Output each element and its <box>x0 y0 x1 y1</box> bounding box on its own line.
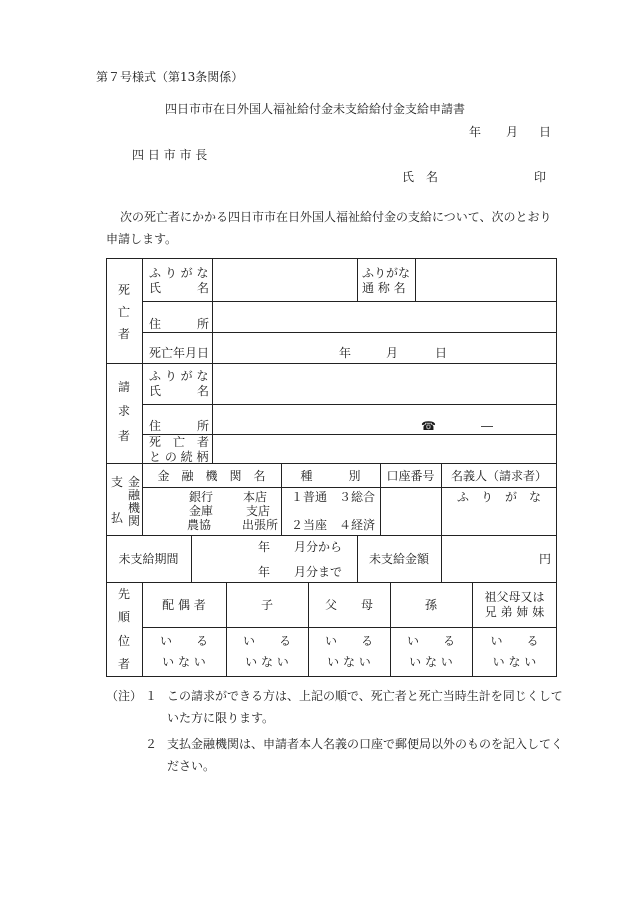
account-type-row1[interactable]: １普通 ３総合 <box>291 490 376 504</box>
institution-label-3: 機 <box>127 501 140 515</box>
holder-furigana-label: ふ り が な <box>456 490 541 504</box>
note-2-text: 支払金融機関は、申請者本人名義の口座で郵便局以外のものを記入してください。 <box>167 737 564 773</box>
spouse-no[interactable]: い な い <box>162 655 206 669</box>
branch-kind-office: 出張所 <box>242 518 279 532</box>
deceased-alias-field[interactable] <box>416 259 556 301</box>
deceased-address-label: 住 所 <box>149 317 210 331</box>
deceased-label-1: 死 <box>117 283 130 297</box>
institution-label-1: 金 <box>127 475 140 489</box>
amount-unit: 円 <box>539 552 552 566</box>
institution-label-2: 融 <box>127 488 140 502</box>
account-number-field[interactable] <box>381 488 441 535</box>
col-header-holder: 名義人（請求者） <box>450 469 547 483</box>
signer-name-label: 氏 名 <box>402 170 439 184</box>
date-day: 日 <box>539 125 552 139</box>
parents-yes[interactable]: い る <box>324 634 373 648</box>
claimant-address-field[interactable] <box>213 405 556 434</box>
grandparents-yes[interactable]: い る <box>490 634 539 648</box>
relation-grandchild: 孫 <box>424 598 437 612</box>
deceased-alias-label: ふりがな 通 称 名 <box>362 266 411 295</box>
deceased-name-field[interactable] <box>213 259 357 301</box>
death-date-label: 死亡年月日 <box>149 346 210 360</box>
institution-field[interactable] <box>142 488 281 535</box>
priority-label-3: 位 <box>117 634 130 648</box>
note-2-number: ２ <box>145 737 158 751</box>
inst-kind-shinkin: 金庫 <box>189 504 214 518</box>
claimant-label-1: 請 <box>117 380 130 394</box>
institution-label-4: 関 <box>127 514 140 528</box>
page-title: 四日市市在日外国人福祉給付金未支給給付金支給申請書 <box>164 102 465 116</box>
spouse-yes[interactable]: い る <box>159 634 208 648</box>
child-yes[interactable]: い る <box>242 634 291 648</box>
holder-name-field[interactable] <box>442 505 556 535</box>
unpaid-period-to[interactable]: 年 月分まで <box>258 565 343 579</box>
deceased-name-label: ふ り が な 氏 名 <box>149 266 210 295</box>
date-year: 年 <box>469 125 482 139</box>
grandchild-yes[interactable]: い る <box>406 634 455 648</box>
claimant-name-field[interactable] <box>213 364 556 404</box>
col-header-account-type: 種 別 <box>300 469 361 483</box>
child-no[interactable]: い な い <box>245 655 289 669</box>
grandparents-no[interactable]: い な い <box>492 655 537 669</box>
claimant-address-label: 住 所 <box>149 419 210 433</box>
note-1-text: この請求ができる方は、上記の順で、死亡者と死亡当時生計を同じくしていた方に限ります。 <box>167 689 563 725</box>
relation-label: 死 亡 者 と の 続 柄 <box>149 435 210 464</box>
relation-spouse: 配 偶 者 <box>162 598 206 612</box>
deceased-label-2: 亡 <box>117 305 130 319</box>
unpaid-period-from[interactable]: 年 月分から <box>258 540 343 554</box>
grandchild-no[interactable]: い な い <box>409 655 453 669</box>
date-month: 月 <box>506 125 519 139</box>
priority-label-4: 者 <box>117 657 130 671</box>
inst-kind-ja: 農協 <box>187 518 212 532</box>
intro-paragraph: 次の死亡者にかかる四日市市在日外国人福祉給付金の支給について、次のとおり申請します。 <box>106 210 552 246</box>
relation-child: 子 <box>260 598 273 612</box>
priority-label-1: 先 <box>117 587 130 601</box>
priority-label-2: 順 <box>117 610 130 624</box>
branch-kind-main: 本店 <box>243 490 268 504</box>
phone-separator: ― <box>481 419 493 433</box>
relation-grandparents-siblings: 祖父母又は 兄 弟 姉 妹 <box>484 590 545 619</box>
unpaid-amount-label: 未支給金額 <box>368 552 429 566</box>
col-header-account-no: 口座番号 <box>386 469 435 483</box>
note-prefix: （注） <box>106 689 143 703</box>
claimant-name-label: ふ り が な 氏 名 <box>149 369 210 398</box>
death-date-month: 月 <box>386 346 399 360</box>
deceased-address-field[interactable] <box>213 302 556 332</box>
form-number: 第７号様式（第13条関係） <box>96 70 244 84</box>
death-date-day: 日 <box>435 346 448 360</box>
payment-label-2: 払 <box>110 511 123 525</box>
relation-field[interactable] <box>213 435 556 463</box>
unpaid-period-label: 未支給期間 <box>118 552 179 566</box>
deceased-label-3: 者 <box>117 327 130 341</box>
col-header-institution: 金 融 機 関 名 <box>157 469 266 483</box>
seal-mark: 印 <box>534 170 547 184</box>
claimant-label-3: 者 <box>117 429 130 443</box>
note-1-number: １ <box>145 689 158 703</box>
branch-kind-branch: 支店 <box>246 504 271 518</box>
phone-icon: ☎ <box>421 419 436 433</box>
death-date-year: 年 <box>339 346 352 360</box>
relation-parents: 父 母 <box>324 598 373 612</box>
claimant-label-2: 求 <box>117 404 130 418</box>
parents-no[interactable]: い な い <box>327 655 371 669</box>
addressee: 四 日 市 市 長 <box>132 148 208 162</box>
payment-label-1: 支 <box>110 475 123 489</box>
inst-kind-bank: 銀行 <box>189 490 214 504</box>
account-type-row2[interactable]: ２当座 ４経済 <box>291 518 376 532</box>
